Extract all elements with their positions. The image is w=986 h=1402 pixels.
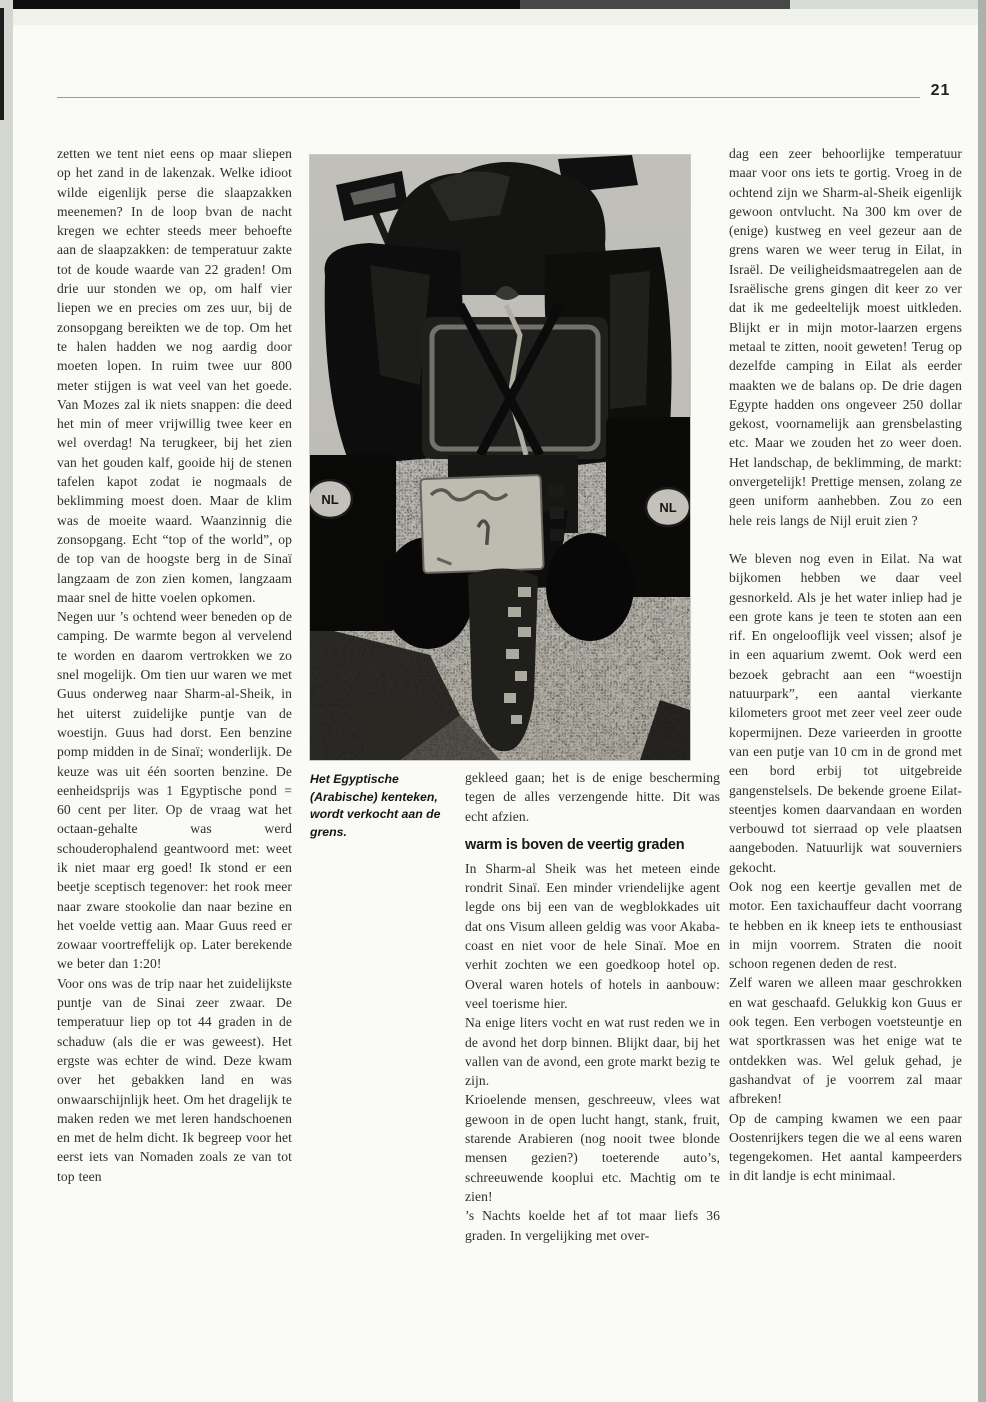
article-paragraph: ’s Nachts koelde het af tot maar liefs 36 graden. In vergelijking met over- [465, 1208, 720, 1243]
article-paragraph: Zelf waren we alleen maar geschrokken en wat geschaafd. Gelukkig kon Guus er ook tegen. Een verbogen voetsteuntje en wat sportkrassen was het enige wat te ontdekken was. Wel geluk gehad, je gashandvat of je voorrem zal maar afbreken! [729, 975, 962, 1107]
header-rule [57, 97, 920, 98]
scan-edge-left [0, 0, 13, 1402]
nl-sticker-right-label: NL [659, 500, 677, 515]
photo-grain [310, 155, 690, 760]
scan-edge-top-light [790, 0, 986, 9]
article-paragraph: Ook nog een keertje gevallen met de motor. Een taxichauffeur dacht voorrang te hebben en ik kneep iets te enthousiast in mijn voorrem. Straten die nooit schoon regenen deden de rest. [729, 878, 962, 972]
article-column-left [57, 144, 292, 1186]
photo-caption: Het Egyptische (Arabische) kenteken, wordt verkocht aan de grens. [310, 772, 441, 839]
article-paragraph: Voor ons was de trip naar het zuidelijkste puntje van de Sinai zeer zwaar. De temperatuur liep op tot 44 graden in de schaduw (als die er was geweest). Het ergste was echter de wind. Deze kwam over het gebakken land en was onwaarschijnlijk heet. Om het dragelijk te maken reden we met leren handschoenen en met de helm dicht. Ik begreep voor het eerst iets van Nomaden zoals ze van tot top teen [57, 975, 292, 1184]
article-column-right [729, 144, 962, 1186]
article-figure [310, 155, 690, 760]
scan-edge-right [978, 0, 986, 1402]
article-paragraph: zetten we tent niet eens op maar sliepen op het zand in de lakenzak. Welke idioot wilde eigenlijk perse die slaapzakken meenemen? In de loop bvan de nacht kregen we echter steeds meer behoefte aan de slaapzakken: de temperatuur zakte tot de koude waarde van 22 graden! Om drie uur stonden we op, om half vier liepen we en precies om zes uur, bij de zonsopgang bereikten we de top. Om het te halen hadden we nog aardig door moeten lopen. In ruim twee uur 800 meter stijgen is wat veel van het goede. Van Mozes zal ik niets snappen: die deed het min of meer vrijwillig twee keer en wel overdag! Na terugkeer, bij het zien van het gouden kalf, gooide hij de stenen tafelen kapot zodat ie nogmaals de beklimming moest doen. Maar de klim was de moeite waard. Waanzinnig die zonsopgang. Echt “top of the world”, op de top van de hoogste berg in de Sinaï langzaam de zon zien komen, langzaam maar snel de hitte voelen opkomen. [57, 146, 292, 605]
scan-top-margin [13, 9, 978, 25]
section-heading: warm is boven de veertig graden [465, 836, 685, 853]
motorcycle-photo [310, 155, 690, 760]
scan-edge-top-gray [520, 0, 790, 9]
article-paragraph: Op de camping kwamen we een paar Oostenrijkers tegen die we al eens waren tegengekomen. Het aantal kampeerders in dit landje is echt minimaal. [729, 1110, 962, 1184]
page-number: 21 [930, 82, 951, 99]
article-paragraph: Na enige liters vocht en wat rust reden we in de avond het dorp binnen. Blijkt daar, bij het vallen van de avond, een grote markt bezig te zijn. [465, 1015, 720, 1089]
scan-edge-top-dark [0, 0, 520, 9]
article-paragraph: dag een zeer behoorlijke temperatuur maar voor ons iets te gortig. Vroeg in de ochtend zijn we Sharm-al-Sheik eigenlijk gewoon ontvlucht. Na 300 km over de (enige) kustweg en veel gezeur aan de grens waren we weer terug in Eilat, in Israël. De veiligheidsmaatregelen aan de Israëlische grens gingen dit keer zo ver dat ik me gedeeltelijk moest uitkleden. Blijkt er in mijn motor-laarzen ergens metaal te zitten, nooit geweten! Terug op dezelfde camping in Eilat als eerder maakten we de balans op. De drie dagen Egypte hadden ons ongeveer 250 dollar gekost, voornamelijk aan grensbelasting etc. Maar we zouden het zo weer doen. Het landschap, de beklimming, de markt: onvergetelijk! Prettige mensen, zolang ze geen uniform aanhebben. Zou zo een hele reis langs de Nijl eruit zien ? [729, 146, 962, 528]
article-paragraph: In Sharm-al Sheik was het meteen einde rondrit Sinaï. Een minder vriendelijke agent legde ons bij een van de wegblokkades uit dat ons Visum alleen geldig was voor Akaba-coast en niet voor de hele Sinaï. Moe en verhit zochten we een goedkoop hotel op. Overal waren hotels of hotels in aanbouw: veel toerisme hier. [465, 860, 720, 1011]
article-paragraph: Negen uur ’s ochtend weer beneden op de camping. De warmte begon al vervelend te worden en daarom vertrokken we zo snel mogelijk. Om tien uur waren we met Guus onderweg naar Sharm-al-Sheik, in het uiterst zuidelijke puntje van de woestijn. Guus had dorst. Een benzine pomp midden in de Sinaï; wonderlijk. De keuze was uit één soorten benzine. De eenheidsprijs was 1 Egyptische pond = 60 cent per liter. Op de vraag wat het octaan-gehalte was werd schouderophalend geantwoord met: weet ik niet maar erg goed! Ik stond er een beetje sceptisch tegenover: het rook meer naar zware stookolie dan naar bezine en het voelde vettig aan. Maar Guus reed er zowaar voortreffelijk op. Later berekende we beter dan 1:20! [57, 609, 292, 972]
article-paragraph: gekleed gaan; het is de enige bescherming tegen de alles verzengende hitte. Dit was echt afzien. [465, 770, 720, 824]
article-column-middle [465, 768, 720, 1245]
nl-sticker-left-label: NL [321, 492, 339, 507]
article-paragraph: Krioelende mensen, geschreeuw, vlees wat gewoon in de open lucht hangt, stank, fruit, starende Arabieren (nog nooit twee blonde mensen gezien?) toeterende auto’s, schreeuwende kooplui etc. Machtig om te zien! [465, 1092, 720, 1204]
article-paragraph: We bleven nog even in Eilat. Na wat bijkomen hebben we daar veel gesnorkeld. Als je het water inliep had je een grote kans je teen te stoten aan een rif. En ongelooflijk veel vissen; alsof je in een aquarium zwemt. Ook werd een bezoek gebracht aan een “woestijn natuurpark”, een aantal vierkante kilometers groot met zeer veel zeer oude kopermijnen. Deze varieerden in grootte van een putje van 10 cm in de grond met een bord erbij tot uitgebreide gangenstelsels. De bekende groene Eilat-steentjes komen daarvandaan en worden verbouwd tot sierraad op vele plaatsen aangeboden. Natuurlijk wat souverniers gekocht. [729, 550, 962, 875]
scan-edge-left-dark [0, 8, 4, 120]
